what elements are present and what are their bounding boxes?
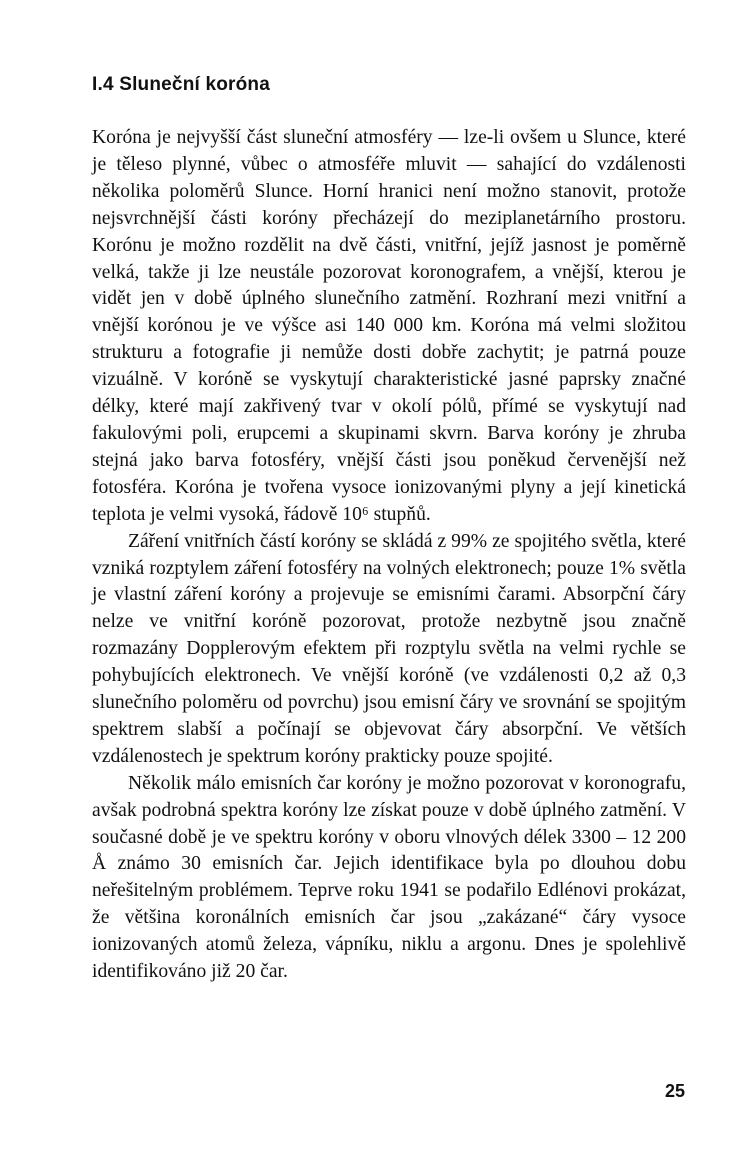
paragraph-corona-radiation: Záření vnitřních částí koróny se skládá z 99% ze spojitého světla, které vzniká rozptylem záření fotosféry na volných elektronech; pouze 1% světla je vlastní záření koróny a projevuje se emisními čarami. Absorpční čáry nelze ve vnitřní koróně pozorovat, protože nezbytně jsou značně rozmazány Dopplerovým efektem při rozptylu světla na velmi rychle se pohybujících elektronech. Ve vnější koróně (ve vzdálenosti 0,2 až 0,3 slunečního poloměru od povrchu) jsou emisní čáry ve srovnání se spojitým spektrem slabší a počínají se objevovat čáry absorpční. Ve větších vzdálenostech je spektrum koróny prakticky pouze spojité.	[92, 530, 686, 767]
paragraph-corona-overview: Koróna je nejvyšší část sluneční atmosféry — lze-li ovšem u Slunce, které je těleso plynné, vůbec o atmosféře mluvit — sahající do vzdálenosti několika poloměrů Slunce. Horní hranici není možno stanovit, protože nejsvrchnější části koróny přecházejí do meziplanetárního prostoru. Korónu je možno rozdělit na dvě části, vnitřní, jejíž jasnost je poměrně velká, takže ji lze neustále pozorovat koronografem, a vnější, kterou je vidět jen v době úplného slunečního zatmění. Rozhraní mezi vnitřní a vnější korónou je ve výšce asi 140 000 km. Koróna má velmi složitou strukturu a fotografie ji nemůže dosti dobře zachytit; je patrná pouze vizuálně. V koróně se vyskytují charakteristické jasné paprsky značné délky, které mají zakřivený tvar v okolí pólů, přímé se vyskytují nad fakulovými poli, erupcemi a skupinami skvrn. Barva koróny je zhruba stejná jako barva fotosféry, vnější části jsou poněkud červenější než fotosféra. Koróna je tvořena vysoce ionizovanými plyny a její kinetická teplota je velmi vysoká, řádově 10⁶ stupňů.	[92, 127, 686, 525]
page-number: 25	[664, 1081, 685, 1101]
paragraph-emission-lines: Několik málo emisních čar koróny je možno pozorovat v koronografu, avšak podrobná spektra koróny lze získat pouze v době úplného zatmění. V současné době je ve spektru koróny v oboru vlnových délek 3300 – 12 200 Å známo 30 emisních čar. Jejich identifikace byla po dlouhou dobu neřešitelným problémem. Teprve roku 1941 se podařilo Edlénovi prokázat, že většina koronálních emisních čar jsou „zakázané“ čáry vysoce ionizovaných atomů železa, vápníku, niklu a argonu. Dnes je spolehlivě identifikováno již 20 čar.	[92, 772, 686, 983]
book-page	[92, 0, 686, 1152]
body-text	[92, 125, 686, 986]
section-heading: I.4 Sluneční koróna	[92, 74, 271, 95]
